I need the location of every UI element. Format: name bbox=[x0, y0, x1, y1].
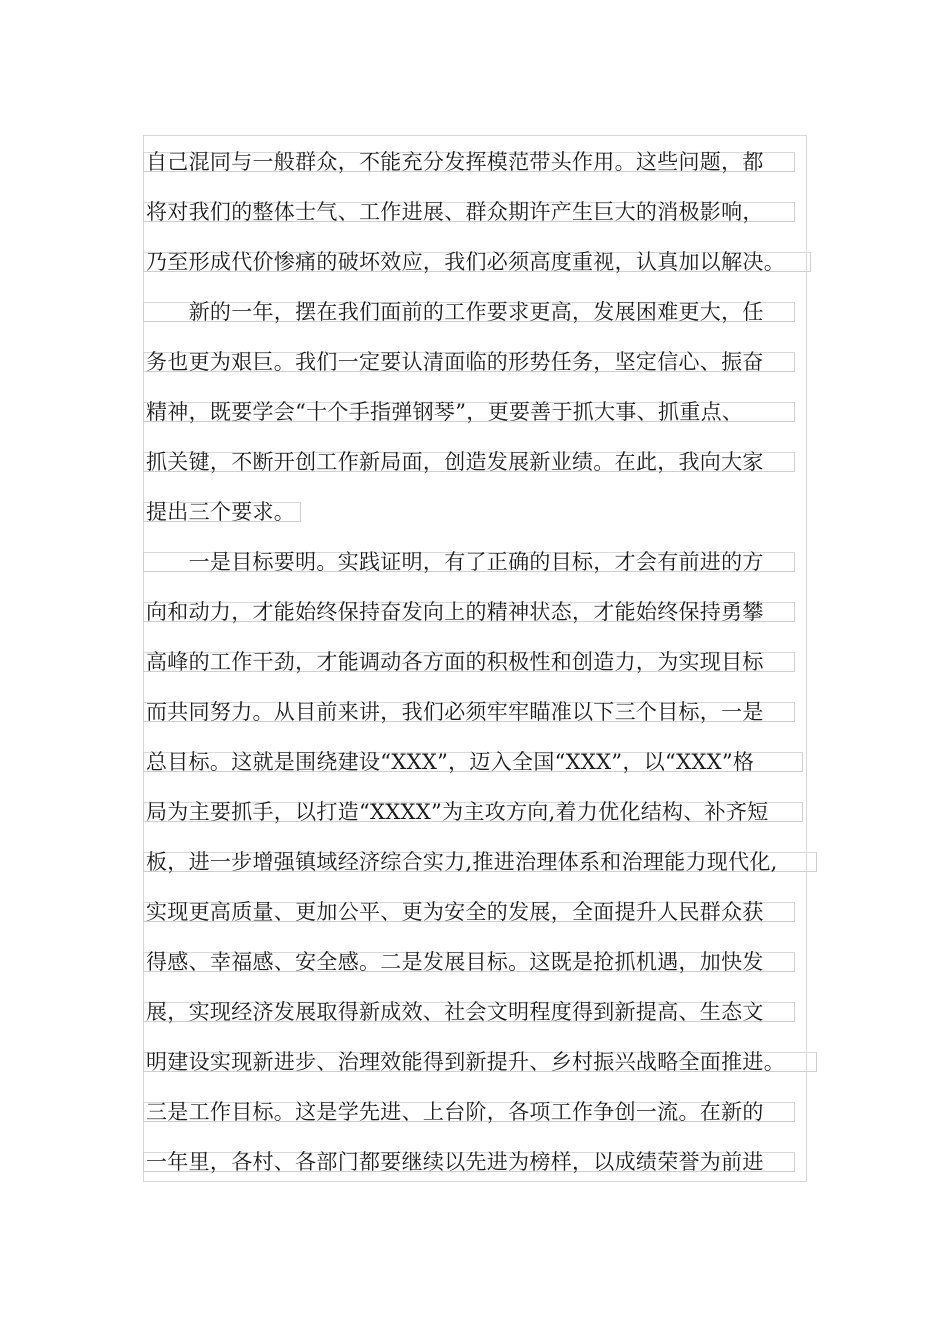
text-line: 三是工作目标。这是学先进、上台阶，各项工作争创一流。在新的 bbox=[146, 1100, 764, 1124]
text-line: 板，进一步增强镇域经济综合实力,推进治理体系和治理能力现代化, bbox=[146, 850, 778, 874]
text-line: 一是目标要明。实践证明，有了正确的目标，才会有前进的方 bbox=[146, 550, 764, 574]
text-line: 提出三个要求。 bbox=[146, 500, 296, 524]
text-line: 向和动力，才能始终保持奋发向上的精神状态，才能始终保持勇攀 bbox=[146, 600, 764, 624]
text-line: 实现更高质量、更加公平、更为安全的发展，全面提升人民群众获 bbox=[146, 900, 764, 924]
text-line: 展，实现经济发展取得新成效、社会文明程度得到新提高、生态文 bbox=[146, 1000, 764, 1024]
text-line: 明建设实现新进步、治理效能得到新提升、乡村振兴战略全面推进。 bbox=[146, 1050, 785, 1074]
text-line: 务也更为艰巨。我们一定要认清面临的形势任务，坚定信心、振奋 bbox=[146, 350, 764, 374]
text-line: 一年里，各村、各部门都要继续以先进为榜样，以成绩荣誉为前进 bbox=[146, 1150, 764, 1174]
text-line: 抓关键，不断开创工作新局面，创造发展新业绩。在此，我向大家 bbox=[146, 450, 764, 474]
text-line: 乃至形成代价惨痛的破坏效应，我们必须高度重视，认真加以解决。 bbox=[146, 250, 785, 274]
text-line: 自己混同与一般群众，不能充分发挥模范带头作用。这些问题，都 bbox=[146, 150, 764, 174]
text-line: 将对我们的整体士气、工作进展、群众期许产生巨大的消极影响， bbox=[146, 200, 764, 224]
text-line: 精神，既要学会“十个手指弹钢琴”，更要善于抓大事、抓重点、 bbox=[146, 400, 744, 424]
text-line: 高峰的工作干劲，才能调动各方面的积极性和创造力，为实现目标 bbox=[146, 650, 764, 674]
text-line: 新的一年，摆在我们面前的工作要求更高，发展困难更大，任 bbox=[146, 300, 764, 324]
text-line: 局为主要抓手，以打造“XXXX”为主攻方向,着力优化结构、补齐短 bbox=[146, 800, 769, 824]
text-line: 而共同努力。从目前来讲，我们必须牢牢瞄准以下三个目标，一是 bbox=[146, 700, 764, 724]
text-line: 得感、幸福感、安全感。二是发展目标。这既是抢抓机遇，加快发 bbox=[146, 950, 764, 974]
text-line: 总目标。这就是围绕建设“XXX”，迈入全国“XXX”，以“XXX”格 bbox=[146, 750, 755, 774]
